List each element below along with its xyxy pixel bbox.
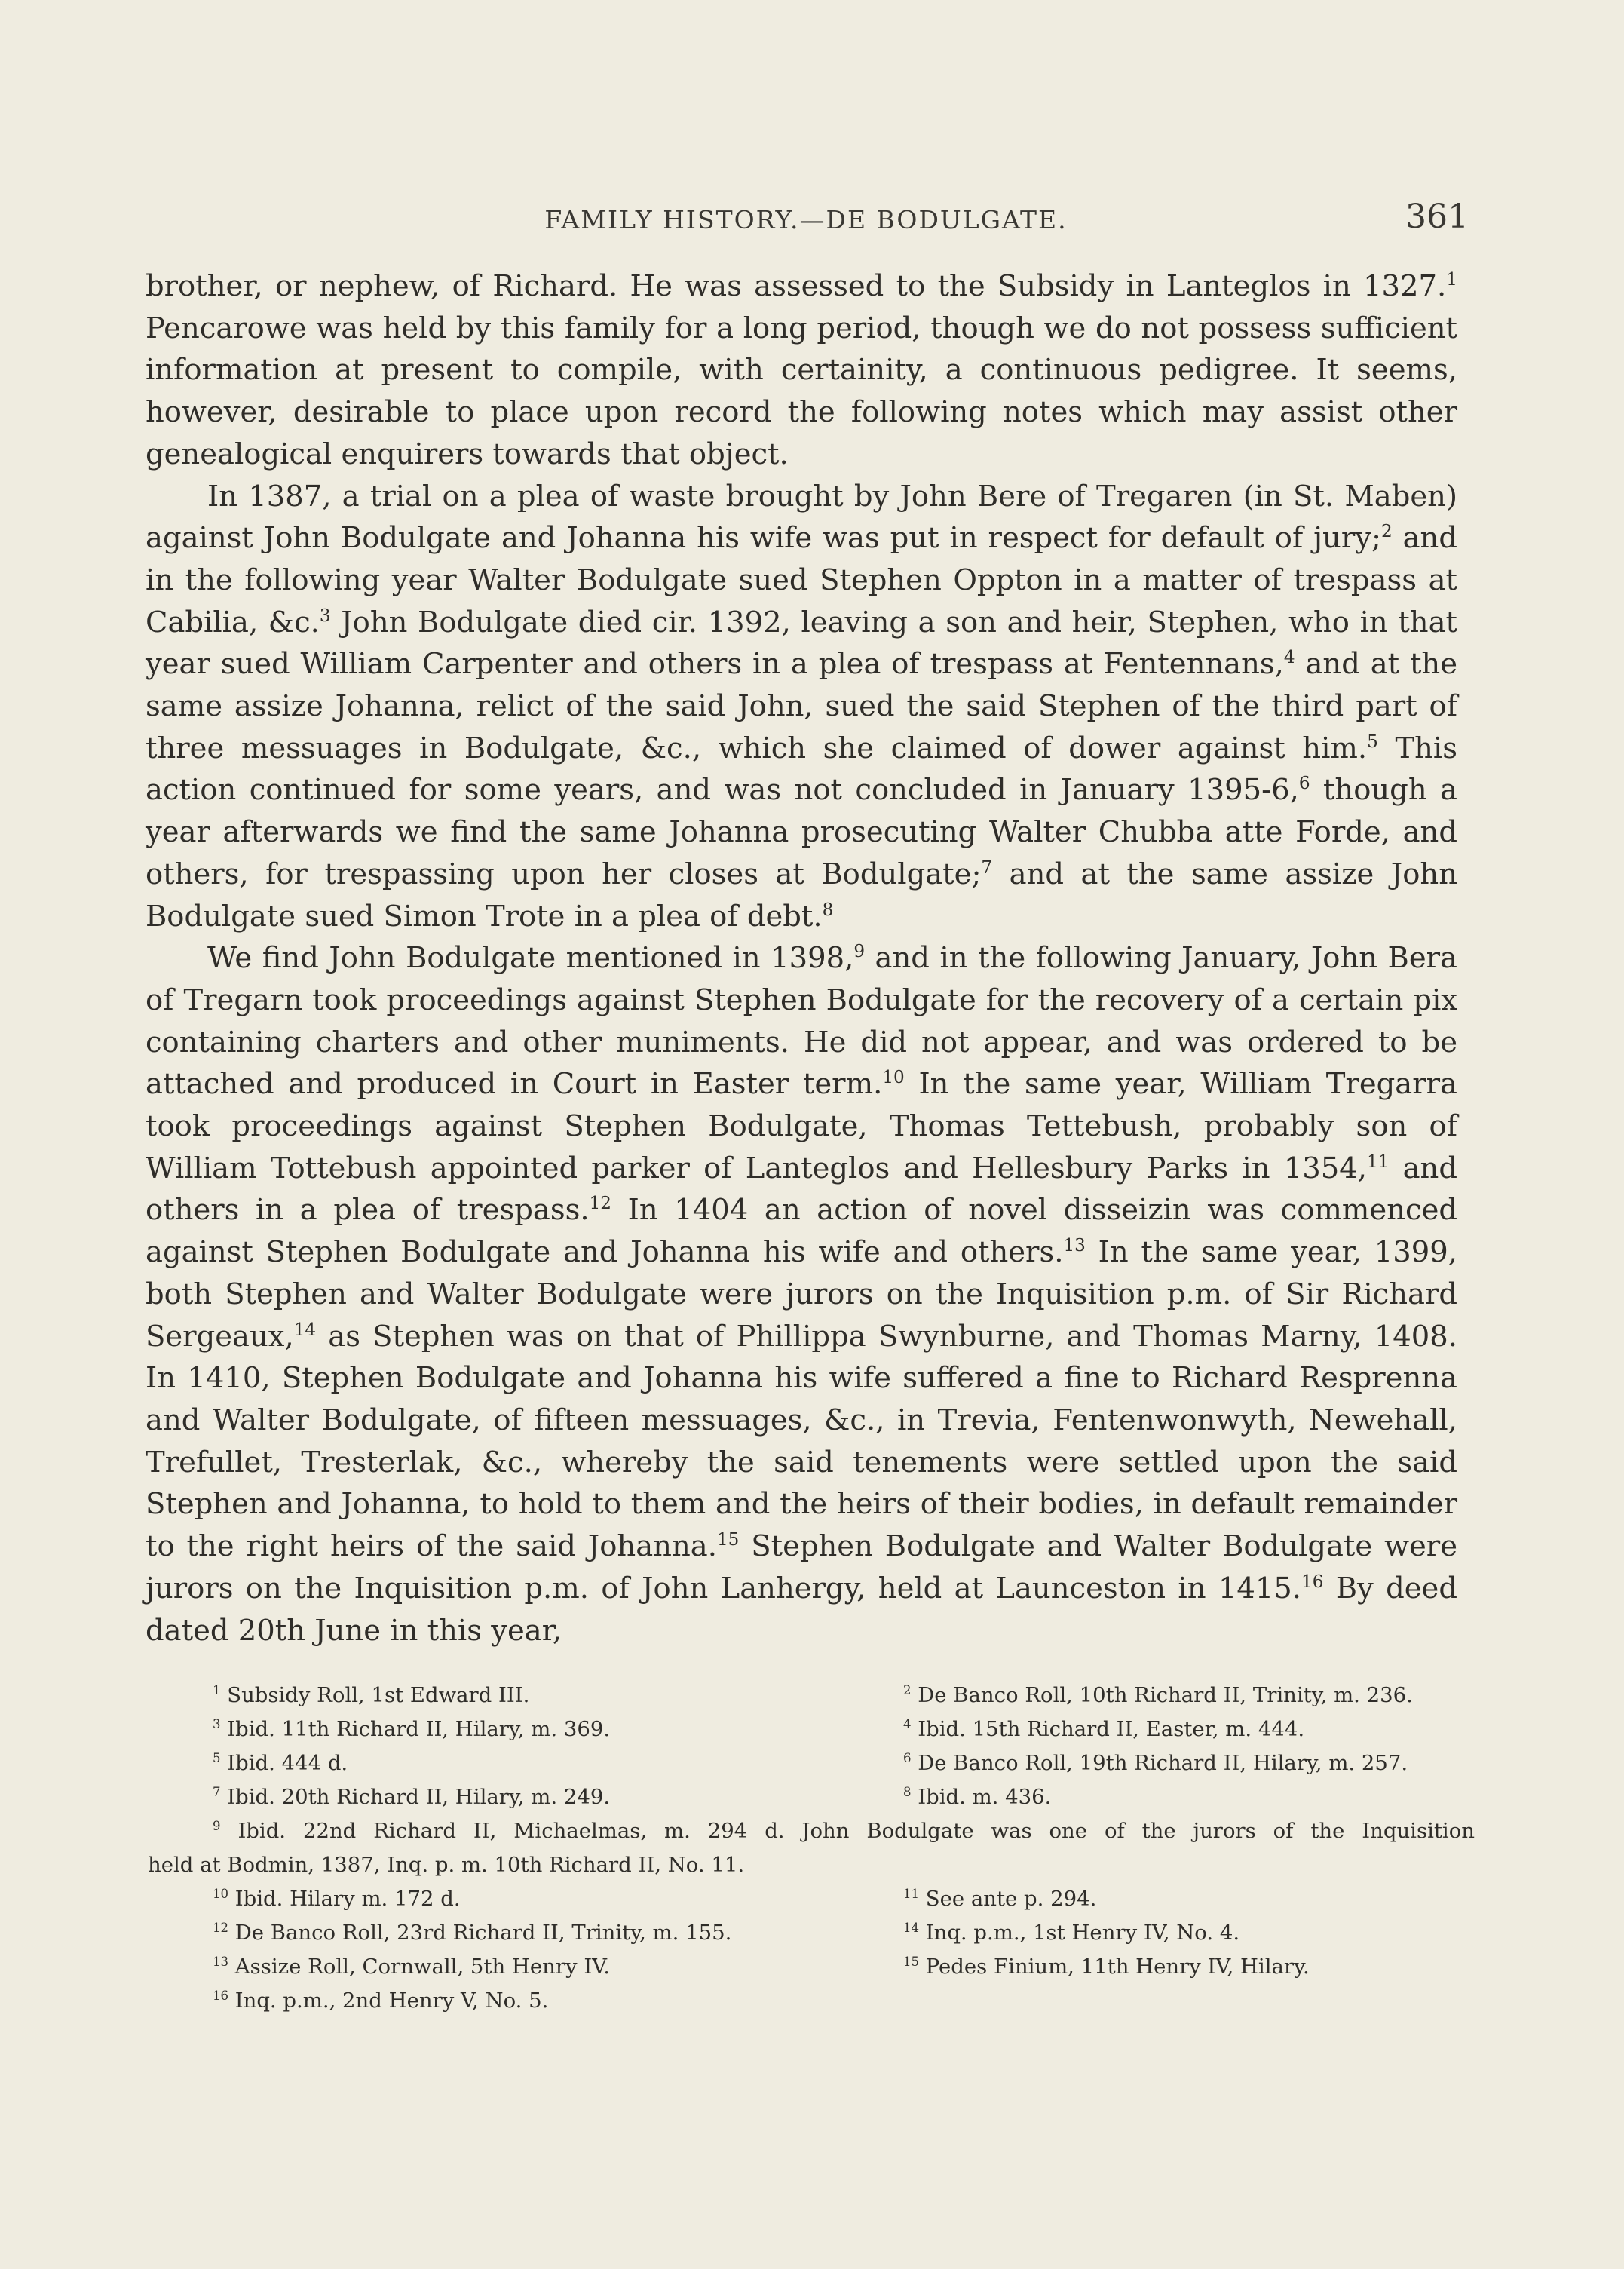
footnote-number: 5 <box>213 1750 221 1765</box>
footnote-group-a <box>148 1679 1475 1814</box>
footnote-number: 10 <box>213 1886 228 1901</box>
page-number: 361 <box>1405 198 1469 236</box>
footnote <box>879 1950 1475 1984</box>
text-run: Stephen Bodulgate and Walter Bodulgate were jurors on the Inquisition p.m. of John Lanhergy, held at Launceston in 1415. <box>146 1529 1457 1605</box>
footnote-number: 6 <box>903 1750 912 1765</box>
footnote-reference: 8 <box>822 900 834 920</box>
footnote-reference: 2 <box>1380 522 1393 542</box>
footnote-9 <box>148 1814 1475 1848</box>
footnote <box>879 1712 1475 1746</box>
footnote <box>148 1950 826 1984</box>
footnote-text: Ibid. 20th Richard II, Hilary, m. 249. <box>220 1785 611 1809</box>
text-run: and in the following January, John Bera of Tregarn took proceedings against Stephen Bodulgate for the recovery of a certain pix containing charters and other muniments. He did not appear, and was ordered to be attached and produced in Court in Easter term. <box>146 941 1457 1102</box>
footnote-number: 2 <box>903 1682 912 1697</box>
footnote-number: 12 <box>213 1920 228 1935</box>
footnote-row <box>148 1746 1475 1780</box>
footnote-text: Assize Roll, Cornwall, 5th Henry IV. <box>228 1955 610 1979</box>
footnote <box>148 1712 826 1746</box>
footnote-number: 8 <box>903 1784 912 1799</box>
text-run: In the same year, 1399, both Stephen and Walter Bodulgate were jurors on the Inquisition p.m. of Sir Richard Sergeaux, <box>146 1235 1457 1354</box>
footnote-number: 11 <box>903 1886 919 1901</box>
footnote-number: 15 <box>903 1954 919 1969</box>
footnote-reference: 1 <box>1446 270 1457 290</box>
footnote <box>148 1984 826 2018</box>
text-run: and at the same assize John Bodulgate sued Simon Trote in a plea of debt. <box>146 857 1457 934</box>
footnote-text: Ibid. 444 d. <box>220 1751 348 1775</box>
footnote <box>879 1780 1475 1814</box>
footnote <box>879 1984 1475 2018</box>
text-run: brother, or nephew, of Richard. He was assessed to the Subsidy in Lanteglos in 1327. <box>146 269 1447 303</box>
footnote-reference: 5 <box>1367 731 1378 752</box>
text-run: though a year afterwards we find the same Johanna prosecuting Walter Chubba atte Forde, and others, for trespassing upon her closes at Bodulgate; <box>146 773 1457 891</box>
footnote-row <box>148 1984 1475 2018</box>
text-run: By deed dated 20th June in this year, <box>146 1571 1457 1648</box>
footnote-text: Subsidy Roll, 1st Edward III. <box>220 1683 530 1707</box>
footnote <box>148 1679 826 1712</box>
footnote-text: Ibid. 15th Richard II, Easter, m. 444. <box>911 1717 1305 1741</box>
footnote-number: 3 <box>213 1716 221 1731</box>
footnote-row <box>148 1950 1475 1984</box>
footnote-number: 1 <box>213 1682 221 1697</box>
footnote-text: Inq. p.m., 1st Henry IV, No. 4. <box>919 1921 1240 1945</box>
footnote-reference: 7 <box>981 858 993 878</box>
text-run: In 1404 an action of novel disseizin was commenced against Stephen Bodulgate and Johanna his wife and others. <box>146 1193 1457 1270</box>
footnote-row <box>148 1882 1475 1916</box>
footnote-reference: 11 <box>1366 1151 1390 1172</box>
footnote-reference: 13 <box>1063 1236 1086 1256</box>
footnote <box>148 1882 826 1916</box>
text-run: This action continued for some years, and was not concluded in January 1395-6, <box>146 731 1457 808</box>
body-paragraph <box>146 937 1457 1651</box>
footnote-row <box>148 1780 1475 1814</box>
footnote-number: 7 <box>213 1784 221 1799</box>
footnote-text: Ibid. Hilary m. 172 d. <box>228 1887 461 1911</box>
footnote-reference: 12 <box>589 1194 611 1214</box>
footnote-reference: 15 <box>716 1530 740 1550</box>
text-run: In 1387, a trial on a plea of waste brought by John Bere of Tregaren (in St. Maben) against John Bodulgate and Johanna his wife was put in respect for default of jury; <box>146 479 1457 556</box>
footnote-number: 4 <box>903 1716 912 1731</box>
footnote-reference: 9 <box>853 942 866 962</box>
footnote-text: De Banco Roll, 19th Richard II, Hilary, m. 257. <box>911 1751 1408 1775</box>
footnotes <box>148 1679 1475 2018</box>
footnote-number: 13 <box>213 1954 228 1969</box>
text-run: In the same year, William Tregarra took proceedings against Stephen Bodulgate, Thomas Tettebush, probably son of William Tottebush appointed parker of Lanteglos and Hellesbury Parks in 1354, <box>146 1067 1457 1185</box>
footnote-reference: 3 <box>319 606 331 626</box>
footnote-text: De Banco Roll, 23rd Richard II, Trinity, m. 155. <box>228 1921 732 1945</box>
text-run: and others in a plea of trespass. <box>146 1151 1457 1228</box>
text-run: We find John Bodulgate mentioned in 1398, <box>207 941 854 976</box>
footnote-text: Ibid. m. 436. <box>911 1785 1052 1809</box>
footnote-text: Ibid. 11th Richard II, Hilary, m. 369. <box>220 1717 611 1741</box>
footnote-reference: 14 <box>293 1320 317 1340</box>
footnote-number: 14 <box>903 1920 919 1935</box>
page-header <box>143 198 1469 243</box>
footnote-text: See ante p. 294. <box>919 1887 1097 1911</box>
footnote <box>879 1679 1475 1712</box>
footnote-row <box>148 1712 1475 1746</box>
text-run: Pencarowe was held by this family for a long period, though we do not possess sufficient information at present to compile, with certainity, a continuous pedigree. It seems, however, desirable to place upon record the following notes which may assist other genealogical enquirers towards that object. <box>146 311 1457 471</box>
footnote-9-continuation: held at Bodmin, 1387, Inq. p. m. 10th Richard II, No. 11. <box>148 1853 745 1877</box>
footnote-number: 9 <box>213 1818 221 1833</box>
footnote <box>148 1746 826 1780</box>
footnote-reference: 4 <box>1283 648 1295 668</box>
footnote-text: Inq. p.m., 2nd Henry V, No. 5. <box>228 1988 549 2013</box>
footnote-reference: 10 <box>882 1068 905 1088</box>
footnote-reference: 16 <box>1301 1571 1324 1592</box>
running-title: FAMILY HISTORY.—DE BODULGATE. <box>544 205 1068 235</box>
text-run: and at the same assize Johanna, relict of the said John, sued the said Stephen of the third part of three messuages in Bodulgate, &c., which she claimed of dower against him. <box>146 647 1458 765</box>
footnote <box>879 1916 1475 1950</box>
body-paragraph <box>146 476 1457 938</box>
footnote-reference: 6 <box>1298 774 1310 794</box>
footnote <box>879 1746 1475 1780</box>
text-run: as Stephen was on that of Phillippa Swynburne, and Thomas Marny, 1408. In 1410, Stephen Bodulgate and Johanna his wife suffered a fine to Richard Resprenna and Walter Bodulgate, of fifteen messuages, &c., in Trevia, Fentenwonwyth, Newehall, Trefullet, Tresterlak, &c., whereby the said tenements were settled upon the said Stephen and Johanna, to hold to them and the heirs of their bodies, in default remainder to the right heirs of the said Johanna. <box>146 1319 1457 1564</box>
footnote-text: Ibid. 22nd Richard II, Michaelmas, m. 294 d. John Bodulgate was one of the jurors of the Inquisition <box>237 1819 1475 1843</box>
footnote-row <box>148 1916 1475 1950</box>
text-run: and in the following year Walter Bodulgate sued Stephen Oppton in a matter of trespass at Cabilia, &c. <box>146 521 1457 639</box>
footnote <box>148 1780 826 1814</box>
text-run: John Bodulgate died cir. 1392, leaving a son and heir, Stephen, who in that year sued William Carpenter and others in a plea of trespass at Fentennans, <box>146 605 1458 682</box>
body-paragraph <box>146 265 1457 476</box>
footnote-group-b <box>148 1882 1475 2018</box>
footnote-number: 16 <box>213 1988 228 2003</box>
footnote <box>148 1916 826 1950</box>
footnote-text: De Banco Roll, 10th Richard II, Trinity, m. 236. <box>911 1683 1413 1707</box>
footnote <box>879 1882 1475 1916</box>
body-text <box>146 265 1457 1651</box>
footnote-text: Pedes Finium, 11th Henry IV, Hilary. <box>919 1955 1310 1979</box>
footnote-row <box>148 1679 1475 1712</box>
